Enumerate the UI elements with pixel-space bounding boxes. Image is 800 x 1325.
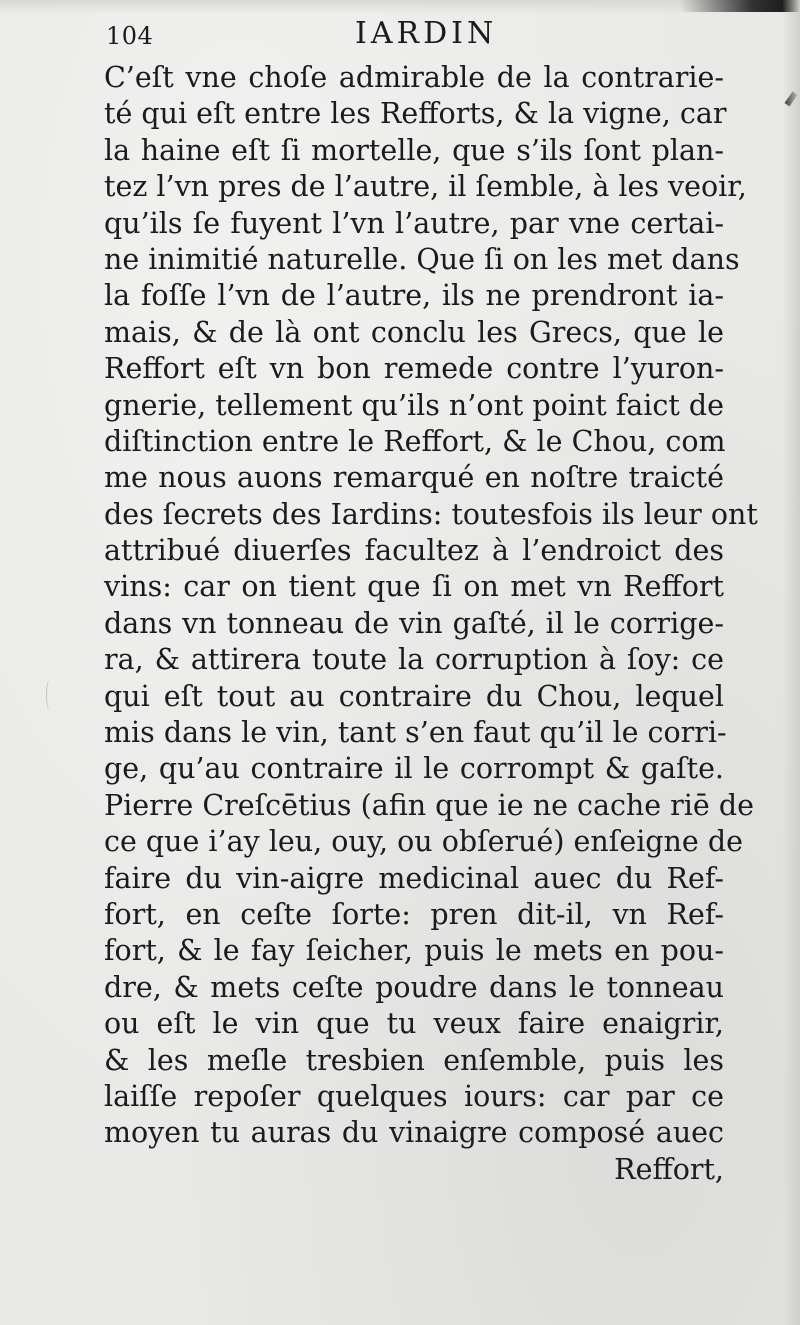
text-line: Pierre Creſcētius (afin que ie ne cache riē de bbox=[104, 788, 754, 822]
text-line: Reffort eſt vn bon remede contre l’yuron- bbox=[104, 352, 724, 386]
text-line: ne inimitié naturelle. Que ſi on les met dans bbox=[104, 242, 740, 276]
page-header bbox=[106, 16, 746, 54]
text-line: me nous auons remarqué en noſtre traicté bbox=[104, 461, 724, 495]
page-corner-shadow bbox=[680, 0, 800, 12]
text-line: té qui eſt entre les Refforts, & la vigne, car bbox=[104, 97, 727, 131]
text-line: ce que i’ay leu, ouy, ou obſerué) enſeigne de bbox=[104, 825, 743, 859]
text-line: diſtinction entre le Reffort, & le Chou, com bbox=[104, 424, 726, 458]
text-line: fort, & le fay ſeicher, puis le mets en pou- bbox=[104, 934, 724, 968]
text-line: ge, qu’au contraire il le corrompt & gaſte. bbox=[104, 752, 724, 786]
body-text bbox=[104, 60, 758, 1188]
text-line: des ſecrets des Iardins: toutesfois ils leur ont bbox=[104, 497, 758, 531]
text-line: vins: car on tient que ſi on met vn Reffort bbox=[104, 570, 724, 604]
text-line: & les meſle tresbien enſemble, puis les bbox=[104, 1043, 724, 1077]
text-line: la foſſe l’vn de l’autre, ils ne prendront ia- bbox=[104, 279, 724, 313]
text-line: ou eſt le vin que tu veux faire enaigrir, bbox=[104, 1007, 724, 1041]
text-line: qu’ils ſe fuyent l’vn l’autre, par vne certai- bbox=[104, 206, 724, 240]
margin-bleed-mark bbox=[46, 680, 53, 710]
text-line: faire du vin-aigre medicinal auec du Ref- bbox=[104, 861, 724, 895]
text-line: mais, & de là ont conclu les Grecs, que le bbox=[104, 315, 724, 349]
text-line: dans vn tonneau de vin gaſté, il le corrige- bbox=[104, 606, 724, 640]
running-head: IARDIN bbox=[355, 16, 498, 51]
text-line: ra, & attirera toute la corruption à ſoy: ce bbox=[104, 643, 724, 677]
text-line: gnerie, tellement qu’ils n’ont point faict de bbox=[104, 388, 725, 422]
page-number: 104 bbox=[106, 22, 154, 50]
text-line: laiſſe repoſer quelques iours: car par ce bbox=[104, 1079, 724, 1113]
text-line: dre, & mets ceſte poudre dans le tonneau bbox=[104, 970, 724, 1004]
text-line: fort, en ceſte ſorte: pren dit-il, vn Ref- bbox=[104, 897, 724, 931]
page-edge-mark bbox=[785, 92, 798, 107]
text-line: qui eſt tout au contraire du Chou, lequel bbox=[104, 679, 724, 713]
text-line: moyen tu auras du vinaigre composé auec bbox=[104, 1116, 724, 1150]
text-line: la haine eſt ſi mortelle, que s’ils ſont plan- bbox=[104, 133, 724, 167]
text-line: mis dans le vin, tant s’en faut qu’il le corri- bbox=[104, 716, 727, 750]
text-line: C’eſt vne choſe admirable de la contrarie- bbox=[104, 61, 724, 94]
catchword: Reffort, bbox=[614, 1152, 724, 1186]
text-line: attribué diuerſes facultez à l’endroict des bbox=[104, 534, 724, 568]
text-line: tez l’vn pres de l’autre, il ſemble, à les veoir, bbox=[104, 170, 747, 204]
